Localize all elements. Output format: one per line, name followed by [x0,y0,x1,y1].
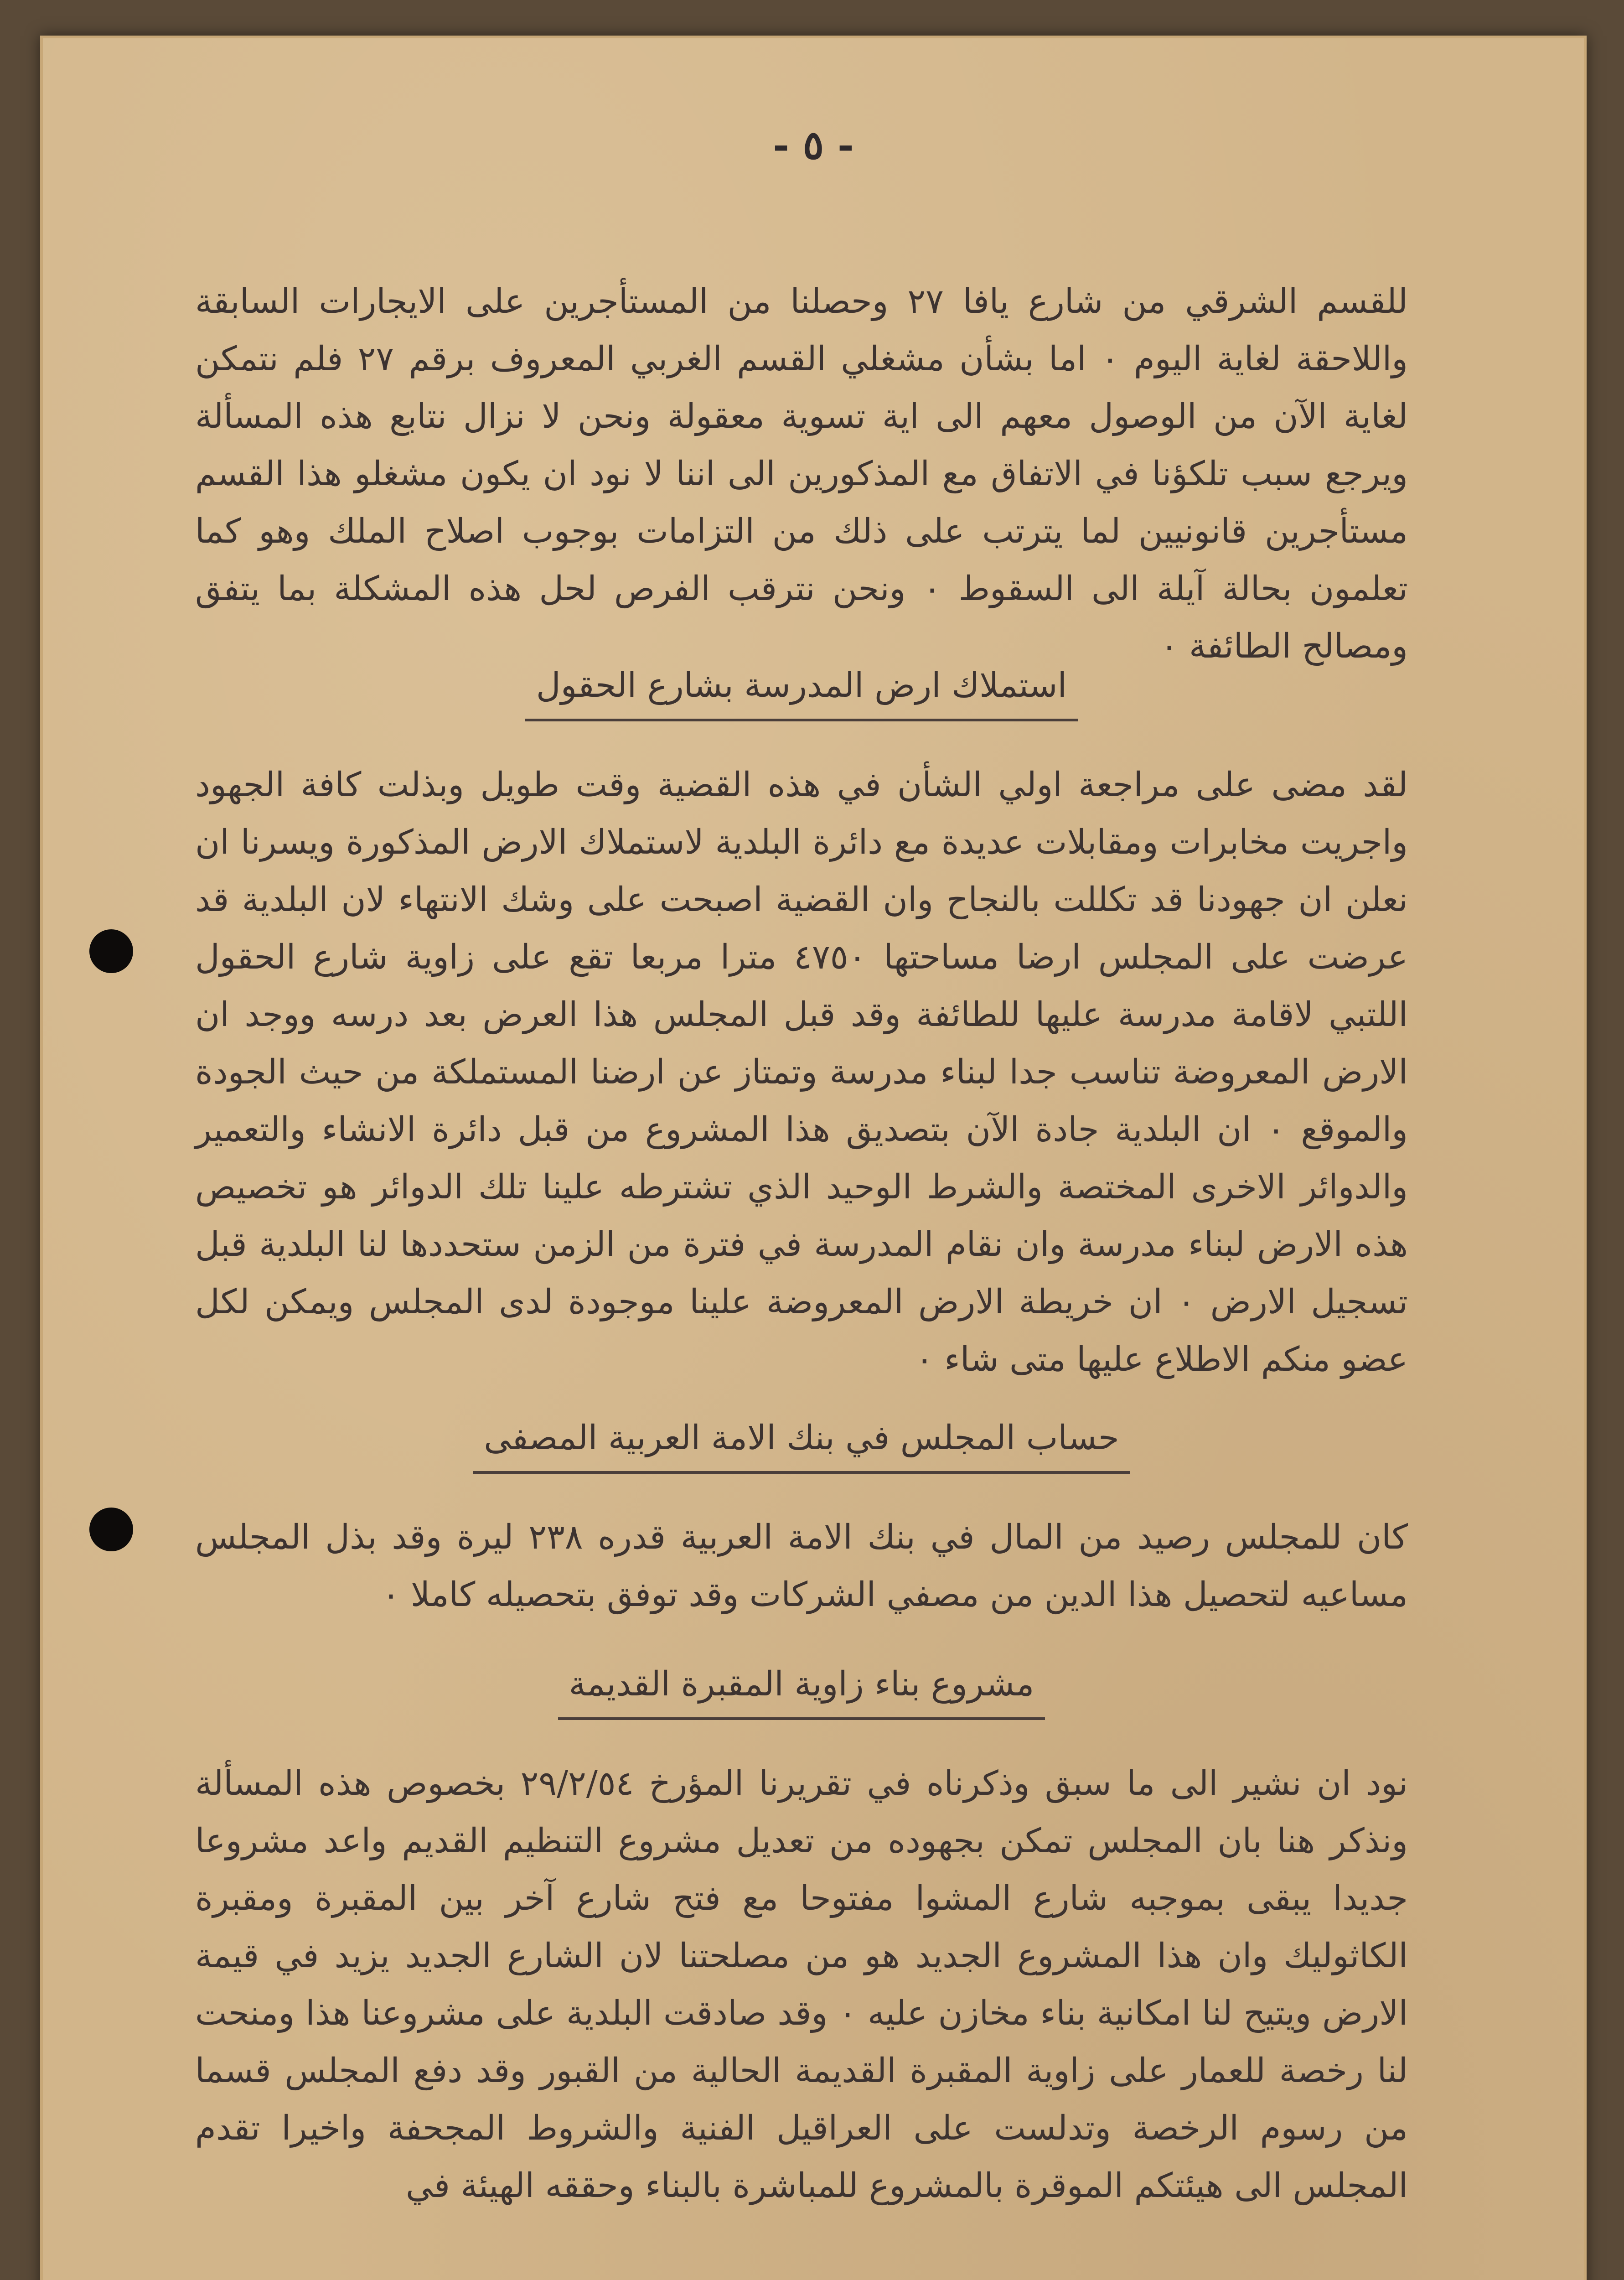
section-heading-3 [195,1659,1408,1720]
heading-school-land: استملاك ارض المدرسة بشارع الحقول [525,660,1078,721]
heading-bank-account: حساب المجلس في بنك الامة العربية المصفى [473,1413,1130,1474]
paragraph-2: لقد مضى على مراجعة اولي الشأن في هذه القضية وقت طويل وبذلت كافة الجهود واجريت مخابرات ومقابلات عديدة مع دائرة البلدية لاستملاك الارض المذكورة ويسرنا ان نعلن ان جهودنا قد تكللت بالنجاح وان القضية اصبحت على وشك الانتهاء لان البلدية قد عرضت على المجلس ارضا مساحتها ٤٧٥٠ مترا مربعا تقع على زاوية شارع الحقول اللتبي لاقامة مدرسة عليها للطائفة وقد قبل المجلس هذا العرض بعد درسه ووجد ان الارض المعروضة تناسب جدا لبناء مدرسة وتمتاز عن ارضنا المستملكة من حيث الجودة والموقع ٠ ان البلدية جادة الآن بتصديق هذا المشروع من قبل دائرة الانشاء والتعمير والدوائر الاخرى المختصة والشرط الوحيد الذي تشترطه علينا تلك الدوائر هو تخصيص هذه الارض لبناء مدرسة وان نقام المدرسة في فترة من الزمن ستحددها لنا البلدية قبل تسجيل الارض ٠ ان خريطة الارض المعروضة علينا موجودة لدى المجلس ويمكن لكل عضو منكم الاطلاع عليها متى شاء ٠ [195,765,1408,1379]
paragraph-3-block [195,1508,1408,1623]
paragraph-3: كان للمجلس رصيد من المال في بنك الامة العربية قدره ٢٣٨ ليرة وقد بذل المجلس مساعيه لتحصيل هذا الدين من مصفي الشركات وقد توفق بتحصيله كاملا ٠ [195,1518,1408,1614]
heading-cemetery-project: مشروع بناء زاوية المقبرة القديمة [558,1659,1045,1720]
section-heading-2 [195,1413,1408,1474]
document-page [40,36,1587,2280]
paragraph-1-block [195,273,1408,675]
punch-hole-bottom [89,1508,133,1551]
paragraph-1: للقسم الشرقي من شارع يافا ٢٧ وحصلنا من المستأجرين على الايجارات السابقة واللاحقة لغاية اليوم ٠ اما بشأن مشغلي القسم الغربي المعروف برقم ٢٧ فلم نتمكن لغاية الآن من الوصول معهم الى اية تسوية معقولة ونحن لا نزال نتابع هذه المسألة ويرجع سبب تلكؤنا في الاتفاق مع المذكورين الى اننا لا نود ان يكون مشغلو هذا القسم مستأجرين قانونيين لما يترتب على ذلك من التزامات بوجوب اصلاح الملك وهو كما تعلمون بحالة آيلة الى السقوط ٠ ونحن نترقب الفرص لحل هذه المشكلة بما يتفق ومصالح الطائفة ٠ [195,282,1408,666]
page-number: - ٥ - [773,122,854,168]
section-heading-1 [195,660,1408,721]
punch-hole-top [89,929,133,973]
paragraph-4: نود ان نشير الى ما سبق وذكرناه في تقريرنا المؤرخ ٢٩/٢/٥٤ بخصوص هذه المسألة ونذكر هنا بان المجلس تمكن بجهوده من تعديل مشروع التنظيم القديم واعد مشروعا جديدا يبقى بموجبه شارع المشوا مفتوحا مع فتح شارع آخر بين المقبرة ومقبرة الكاثوليك وان هذا المشروع الجديد هو من مصلحتنا لان الشارع الجديد يزيد في قيمة الارض ويتيح لنا امكانية بناء مخازن عليه ٠ وقد صادقت البلدية على مشروعنا هذا ومنحت لنا رخصة للعمار على زاوية المقبرة القديمة الحالية من القبور وقد دفع المجلس قسما من رسوم الرخصة وتدلست على العراقيل الفنية والشروط المجحفة واخيرا تقدم المجلس الى هيئتكم الموقرة بالمشروع للمباشرة بالبناء وحققه الهيئة في [195,1764,1408,2205]
paragraph-2-block [195,756,1408,1388]
paragraph-4-block [195,1755,1408,2214]
